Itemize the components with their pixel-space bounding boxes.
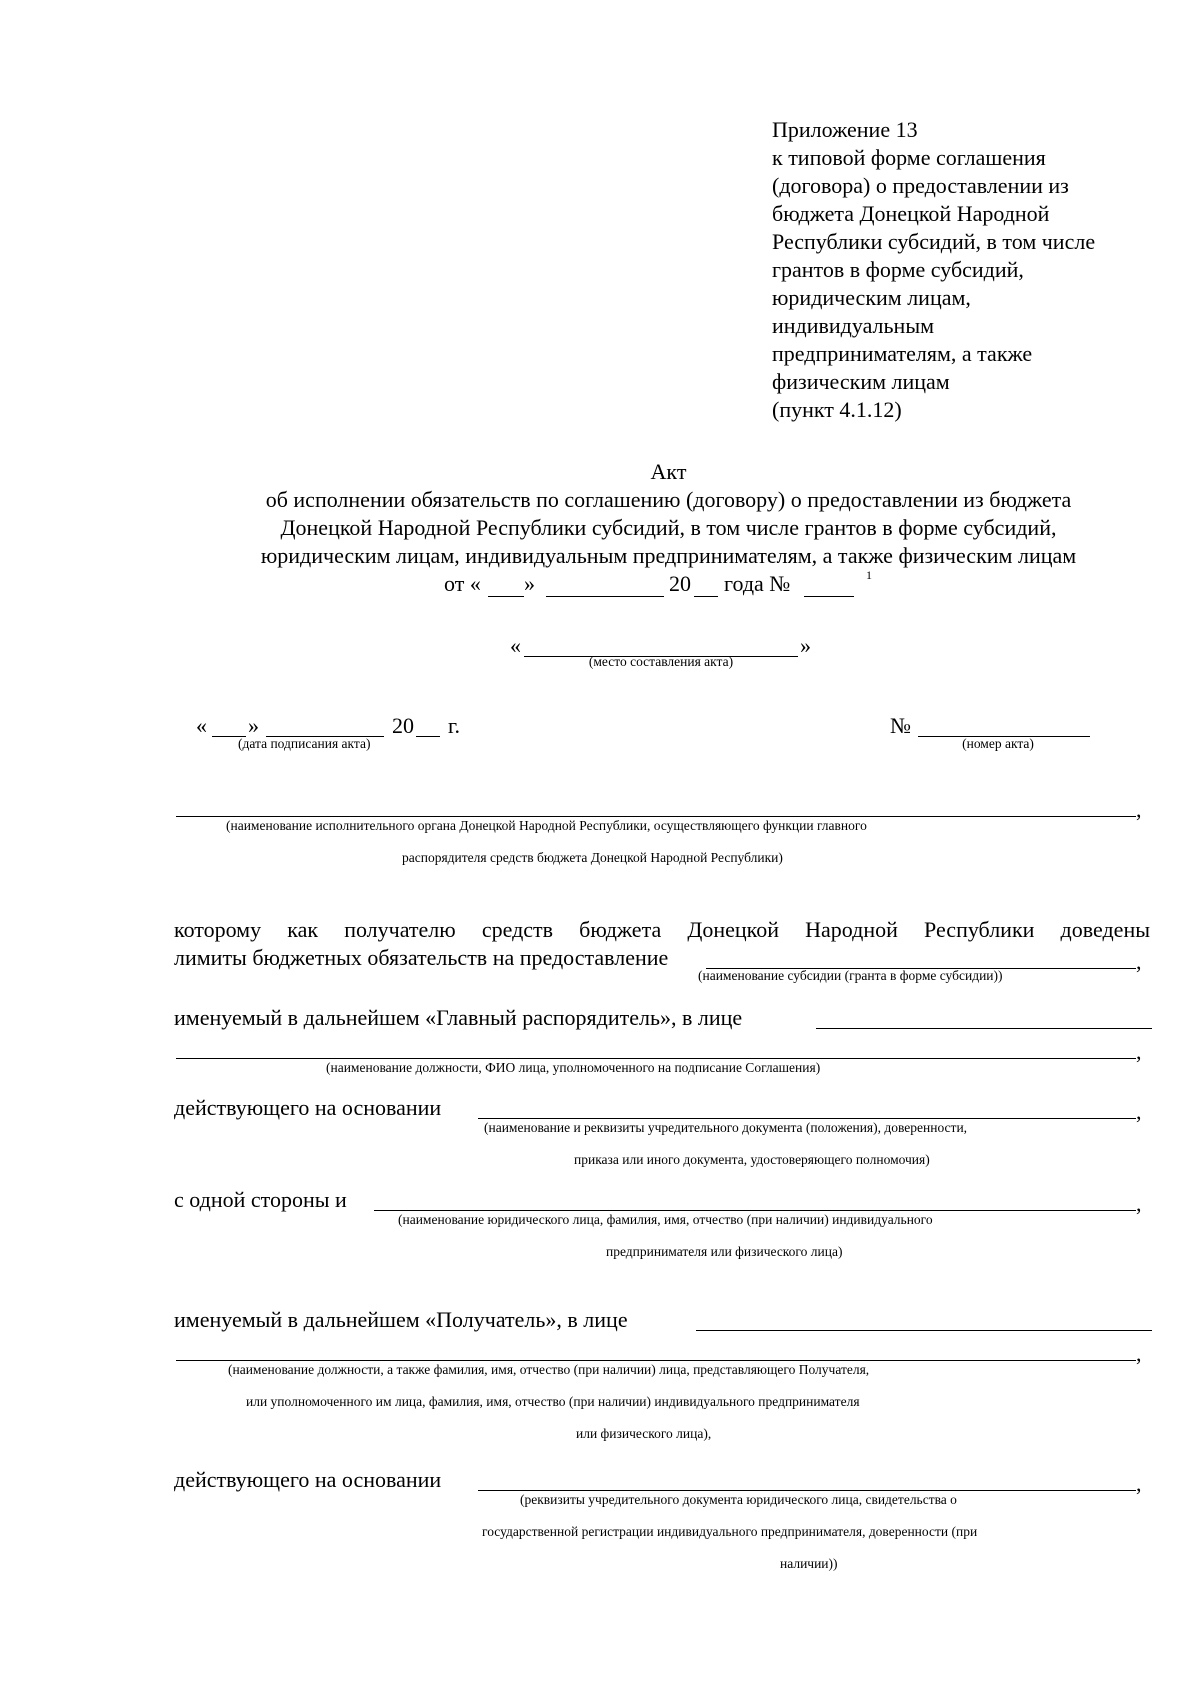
authority-comma: ,: [1136, 797, 1142, 822]
place-open-quote: «: [510, 633, 521, 658]
basis2-caption-line-3: наличии)): [780, 1556, 838, 1571]
basis2-field[interactable]: [478, 1490, 1136, 1491]
appendix-line: (договора) о предоставлении из: [772, 173, 1069, 198]
chief-comma: ,: [1136, 1039, 1142, 1064]
chief-text: именуемый в дальнейшем «Главный распорядитель», в лице: [174, 1005, 743, 1030]
appendix-line: Приложение 13: [772, 117, 918, 142]
date-prefix: от «: [444, 571, 481, 596]
sign-year-field[interactable]: [416, 736, 440, 737]
act-heading: Акт: [650, 459, 687, 484]
act-year-field[interactable]: [694, 596, 718, 597]
act-title-line-3: юридическим лицам, индивидуальным предпринимателям, а также физическим лицам: [260, 543, 1077, 568]
limits-comma: ,: [1136, 949, 1142, 974]
place-close-quote: »: [800, 633, 811, 658]
act-title-line-2: Донецкой Народной Республики субсидий, в том числе грантов в форме субсидий,: [280, 515, 1057, 540]
act-title-line-1: об исполнении обязательств по соглашению (договору) о предоставлении из бюджета: [265, 487, 1072, 512]
appendix-line: индивидуальным: [772, 313, 935, 338]
appendix-line: юридическим лицам,: [772, 285, 971, 310]
sign-open-quote: «: [196, 713, 207, 738]
basis2-caption-line-1: (реквизиты учредительного документа юридического лица, свидетельства о: [520, 1492, 957, 1507]
appendix-line: грантов в форме субсидий,: [772, 257, 1024, 282]
party-caption-line-2: предпринимателя или физического лица): [606, 1244, 843, 1259]
act-date-line: [444, 570, 481, 598]
basis1-comma: ,: [1136, 1099, 1142, 1124]
number-caption: (номер акта): [962, 736, 1034, 751]
act-day-field[interactable]: [488, 596, 524, 597]
act-month-field[interactable]: [546, 596, 664, 597]
basis2-text: действующего на основании: [174, 1467, 442, 1492]
party-comma: ,: [1136, 1191, 1142, 1216]
authority-caption-line-1: (наименование исполнительного органа Донецкой Народной Республики, осуществляющего функции главного: [226, 818, 867, 833]
recipient-position-field[interactable]: [176, 1360, 1136, 1361]
recipient-caption-line-2: или уполномоченного им лица, фамилия, имя, отчество (при наличии) индивидуального предпринимателя: [246, 1394, 860, 1409]
appendix-line: Республики субсидий, в том числе: [772, 229, 1096, 254]
basis1-text: действующего на основании: [174, 1095, 442, 1120]
sign-year: 20: [392, 713, 414, 738]
recipient-text: именуемый в дальнейшем «Получатель», в лице: [174, 1307, 628, 1332]
date-suffix: года №: [724, 571, 791, 596]
footnote-mark: 1: [866, 568, 872, 582]
party-field[interactable]: [374, 1210, 1136, 1211]
date-quote-close: »: [524, 571, 535, 596]
chief-person-field[interactable]: [816, 1028, 1152, 1029]
basis1-caption-line-2: приказа или иного документа, удостоверяющего полномочия): [574, 1152, 930, 1167]
sign-year-suffix: г.: [448, 713, 461, 738]
appendix-line: бюджета Донецкой Народной: [772, 201, 1050, 226]
number-sign: №: [890, 713, 911, 738]
basis1-caption-line-1: (наименование и реквизиты учредительного документа (положения), доверенности,: [484, 1120, 968, 1135]
authority-field[interactable]: [176, 816, 1136, 817]
appendix-block: [772, 116, 1095, 424]
chief-position-field[interactable]: [176, 1058, 1136, 1059]
recipient-comma: ,: [1136, 1341, 1142, 1366]
sign-date-caption: (дата подписания акта): [238, 736, 371, 751]
basis2-caption-line-2: государственной регистрации индивидуального предпринимателя, доверенности (при: [482, 1524, 978, 1539]
appendix-line: физическим лицам: [772, 369, 950, 394]
party-text: с одной стороны и: [174, 1187, 347, 1212]
basis1-field[interactable]: [478, 1118, 1136, 1119]
place-caption: (место составления акта): [588, 654, 734, 669]
party-caption-line-1: (наименование юридического лица, фамилия, имя, отчество (при наличии) индивидуального: [398, 1212, 933, 1227]
date-year: 20: [669, 571, 691, 596]
recipient-person-field[interactable]: [696, 1330, 1152, 1331]
recipient-caption-line-3: или физического лица),: [576, 1426, 712, 1441]
authority-caption-line-2: распорядителя средств бюджета Донецкой Народной Республики): [402, 850, 783, 865]
limits-line-2: лимиты бюджетных обязательств на предоставление: [174, 945, 669, 970]
appendix-line: (пункт 4.1.12): [772, 397, 902, 422]
sign-close-quote: »: [248, 713, 259, 738]
chief-caption: (наименование должности, ФИО лица, уполномоченного на подписание Соглашения): [326, 1060, 821, 1075]
appendix-line: к типовой форме соглашения: [772, 145, 1046, 170]
basis2-comma: ,: [1136, 1471, 1142, 1496]
limits-caption: (наименование субсидии (гранта в форме субсидии)): [698, 968, 1003, 983]
recipient-caption-line-1: (наименование должности, а также фамилия, имя, отчество (при наличии) лица, представляющего Получателя,: [228, 1362, 870, 1377]
limits-line-1: которому как получателю средств бюджета Донецкой Народной Республики доведены: [174, 917, 1150, 942]
act-number-field[interactable]: [804, 596, 854, 597]
appendix-line: предпринимателям, а также: [772, 341, 1033, 366]
